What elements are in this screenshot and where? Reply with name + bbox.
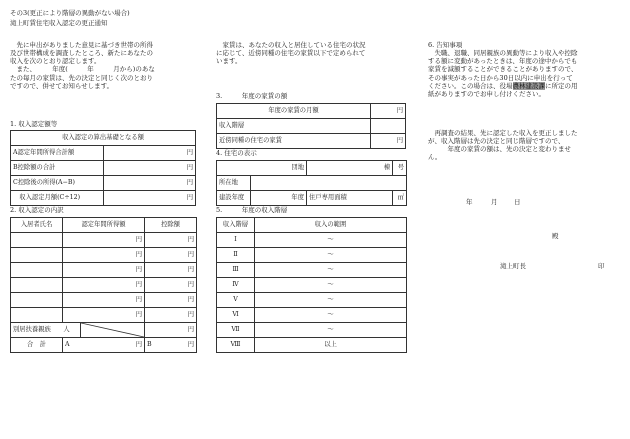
total-row (11, 338, 197, 353)
unit-yen: 円 (135, 341, 143, 349)
unit-yen: 円 (63, 233, 145, 248)
sec1-title: 1. 収入認定額等 (10, 120, 58, 128)
notice-line: する額に変動があったときは、年度の途中からでも (428, 57, 578, 66)
level-cell: Ⅴ (217, 293, 255, 308)
dependents-row (11, 323, 197, 338)
range-cell: 〜 (255, 293, 407, 308)
sec1-unit: 円 (103, 146, 196, 161)
table-row (217, 233, 407, 248)
level-cell: Ⅷ (217, 338, 255, 353)
total-a-label: A (65, 341, 70, 349)
sec1-header: 収入認定の算出基礎となる額 (11, 131, 196, 146)
sec5-title: 5. 年度の収入階層 (216, 206, 288, 214)
intro-line: 及び世帯構成を調査したところ、新たにあなたの (10, 49, 153, 58)
unit-yen: 円 (145, 293, 197, 308)
rent-table (216, 103, 406, 149)
unit-yen: 円 (145, 233, 197, 248)
table-row (11, 293, 197, 308)
dependents-cell (11, 323, 81, 338)
closing-line: ん。 (428, 153, 442, 162)
table-row (11, 248, 197, 263)
table-row (217, 308, 407, 323)
unit-yen: 円 (145, 263, 197, 278)
header-line-2: 滝上町賃住宅収入認定の更正通知 (10, 19, 108, 27)
table-row (217, 263, 407, 278)
closing-line: が、収入階層は先の決定と同じ階層ですので、 (428, 137, 565, 146)
total-label: 合 計 (11, 338, 63, 353)
dependents-label: 別居扶養親族 (13, 326, 51, 334)
signature-title: 滝上町長 (500, 262, 526, 270)
unit-yen: 円 (145, 248, 197, 263)
total-b-cell (145, 338, 197, 353)
level-cell: Ⅶ (217, 323, 255, 338)
address-label: 所在地 (217, 176, 251, 191)
level-cell: Ⅵ (217, 308, 255, 323)
intro-line: 収入を次のとおり認定します。 (10, 57, 101, 66)
range-cell: 〜 (255, 263, 407, 278)
range-cell: 〜 (255, 323, 407, 338)
range-cell: 以上 (255, 338, 407, 353)
notice-line: 失職、退職、同居親族の異動等により収入や控除 (428, 49, 578, 58)
construction-year-label: 建設年度 (217, 191, 251, 206)
unit-yen: 円 (63, 308, 145, 323)
level-cell: Ⅳ (217, 278, 255, 293)
diagonal-cell (81, 323, 145, 338)
unit-number-label: 号 (393, 161, 407, 176)
sec3-header: 年度の家賃の月額 (217, 104, 371, 119)
unit-yen: 円 (145, 323, 197, 338)
intro-line: また、 年度( 年 月から)のあな (10, 65, 155, 74)
income-breakdown-table (10, 217, 197, 353)
sec3-row-label: 近傍同種の住宅の家賃 (217, 134, 371, 149)
closing-paragraph (428, 129, 578, 162)
sec1-unit: 円 (103, 161, 196, 176)
notice-line-pre: ください。この場合は、役場 (428, 81, 513, 90)
sec5-header-range: 収入の範囲 (255, 218, 407, 233)
sec3-unit (371, 119, 406, 134)
level-cell: Ⅱ (217, 248, 255, 263)
notice-line (428, 82, 578, 90)
level-cell: Ⅲ (217, 263, 255, 278)
sec2-header-name: 入居者氏名 (11, 218, 63, 233)
notice-section (428, 41, 578, 98)
sec1-unit: 円 (103, 191, 196, 206)
unit-yen: 円 (145, 308, 197, 323)
sec3-row-label: 収入階層 (217, 119, 371, 134)
table-row (217, 323, 407, 338)
sec2-title: 2. 収入認定の内訳 (10, 206, 64, 214)
closing-line: 年度の家賃の額は、先の決定と変わりませ (428, 145, 571, 154)
middle-line: 家賃は、あなたの収入と居住している住宅の状況 (216, 41, 366, 49)
total-a-cell (63, 338, 145, 353)
sec1-row-label: A認定年間所得合計額 (11, 146, 104, 161)
sec4-title: 4. 住宅の表示 (216, 149, 257, 157)
notice-line: 家賃を減額することができることがありますので、 (428, 65, 578, 74)
middle-line: に応じて、近傍同種の住宅の家賃以下で定められて (216, 49, 366, 58)
sec2-header-income: 認定年間所得額 (63, 218, 145, 233)
notice-line: その事実があった日から30日以内に申出を行って (428, 73, 573, 82)
housing-table (216, 160, 407, 206)
intro-line: たの毎月の家賃は、先の決定と同じく次のとおり (10, 73, 153, 82)
header-line-1: その3(更正により階層の異動がない場合) (10, 9, 130, 17)
sec3-title: 3. 年度の家賃の額 (216, 92, 288, 100)
sec5-header-level: 収入階層 (217, 218, 255, 233)
table-row (11, 263, 197, 278)
seal-mark: 印 (598, 262, 605, 270)
notice-line-post: に所定の用 (545, 81, 578, 90)
total-b-label: B (147, 341, 152, 349)
range-cell: 〜 (255, 248, 407, 263)
complex-label: 団地 (217, 161, 307, 176)
unit-yen: 円 (63, 263, 145, 278)
table-row (11, 308, 197, 323)
date-year: 年 (466, 198, 473, 206)
sec3-unit: 円 (371, 134, 406, 149)
middle-paragraph (216, 41, 366, 65)
sec3-header-unit: 円 (371, 104, 406, 119)
intro-line: 先に申出がありました意見に基づき世帯の所得 (10, 41, 153, 49)
date-month: 月 (491, 198, 498, 206)
table-row (217, 293, 407, 308)
square-meter-unit: ㎡ (393, 191, 407, 206)
unit-yen: 円 (63, 293, 145, 308)
level-cell: Ⅰ (217, 233, 255, 248)
range-cell: 〜 (255, 278, 407, 293)
table-row (11, 278, 197, 293)
unit-yen: 円 (145, 278, 197, 293)
income-calculation-table (10, 130, 196, 206)
department-highlight: 農林建設課 (512, 81, 545, 90)
floor-area-label: 住戸専用面積 (307, 191, 393, 206)
fiscal-year-label: 年度 (251, 191, 307, 206)
intro-paragraph (10, 41, 155, 90)
intro-line: ですので、併せてお知らせします。 (10, 81, 114, 90)
sec1-unit: 円 (103, 176, 196, 191)
table-row (217, 338, 407, 353)
range-cell: 〜 (255, 233, 407, 248)
sec1-row-label: C控除後の所得(A−B) (11, 176, 104, 191)
table-row (217, 248, 407, 263)
building-label: 棟 (307, 161, 393, 176)
closing-line: 再調査の結果、先に認定した収入を更正しました (428, 129, 578, 137)
notice-line: 紙がありますのでお申し付けください。 (428, 89, 545, 98)
table-row (11, 233, 197, 248)
range-cell: 〜 (255, 308, 407, 323)
person-unit: 人 (63, 326, 70, 334)
unit-yen: 円 (187, 341, 195, 349)
sec6-title: 6. 告知事項 (428, 41, 463, 49)
income-level-table (216, 217, 407, 353)
unit-yen: 円 (63, 278, 145, 293)
recipient-suffix: 殿 (552, 232, 559, 240)
table-row (217, 278, 407, 293)
sec1-row-label: B控除額の合計 (11, 161, 104, 176)
middle-line: います。 (216, 57, 242, 66)
sec1-row-label: 収入認定月額(C÷12) (11, 191, 104, 206)
unit-yen: 円 (63, 248, 145, 263)
sec2-header-deduction: 控除額 (145, 218, 197, 233)
date-day: 日 (514, 198, 521, 206)
